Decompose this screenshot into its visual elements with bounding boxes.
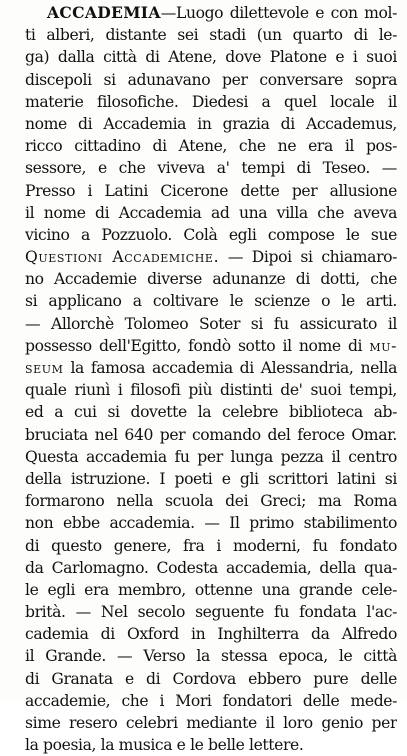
article-line: formarono nella scuola dei Greci; ma Roma <box>25 492 397 511</box>
article-line: — Allorchè Tolomeo Soter si fu assicurato il <box>25 314 397 333</box>
line-text: — Dipoi si chiamaro- <box>227 248 397 267</box>
heading-dash: — <box>160 4 176 22</box>
article-line: Presso i Latini Cicerone dette per allusione <box>25 181 397 200</box>
article-body <box>25 2 397 756</box>
article-line: la poesia, la musica e le belle lettere. <box>25 736 304 755</box>
article-heading: ACCADEMIA <box>47 3 161 22</box>
article-line: Questa accademia fu per lunga pezza il centro <box>25 447 397 466</box>
article-line: le egli era membro, ottenne una grande cele- <box>25 580 397 599</box>
article-line: no Accademie diverse adunanze di dotti, che <box>25 270 397 289</box>
article-line: materie filosofiche. Diedesi a quel locale il <box>25 92 397 111</box>
article-line <box>25 357 397 379</box>
article-line: nome di Accademia in grazia di Accademus, <box>25 114 397 133</box>
article-line: il nome di Accademia ad una villa che aveva <box>25 203 397 222</box>
questioni-title: Questioni Accademiche. <box>25 248 220 267</box>
article-line: il Grande. — Verso la stessa epoca, le città <box>25 647 397 666</box>
article-line: sessore, e che viveva a' tempi di Teseo. — <box>25 159 397 178</box>
museum-word-end: seum <box>25 359 64 377</box>
article-line: non ebbe accademia. — Il primo stabilimento <box>25 514 397 533</box>
museum-word: mu- <box>369 336 397 355</box>
article-line <box>25 2 397 24</box>
article-line: cademia di Oxford in Inghilterra da Alfredo <box>25 625 397 644</box>
article-line: brità. — Nel secolo seguente fu fondata l'ac- <box>25 603 397 622</box>
article-line: ti alberi, distante sei stadi (un quarto di le- <box>25 26 397 45</box>
article-line <box>25 246 397 268</box>
article-line: bruciata nel 640 per comando del feroce Omar. <box>25 425 397 444</box>
article-line: da Carlomagno. Codesta accademia, della qua- <box>25 558 397 577</box>
article-line: ga) dalla città di Atene, dove Platone e i suoi <box>25 48 397 67</box>
line-text: Luogo dilettevole e con mol- <box>176 4 397 22</box>
line-text: possesso dell'Egitto, fondò sotto il nome di <box>25 336 363 355</box>
article-line: si applicano a coltivare le scienze o le arti. <box>25 292 397 311</box>
article-line: discepoli si adunavano per conversare sopra <box>25 70 397 89</box>
line-text: la famosa accademia di Alessandria, nella <box>70 359 397 377</box>
article-line: quale riunì i filosofi più distinti de' suoi tempi, <box>25 381 397 400</box>
article-line: accademie, che i Mori fondatori delle mede- <box>25 691 397 710</box>
article-line: ricco cittadino di Atene, che ne era il pos- <box>25 137 397 156</box>
article-line: sime resero celebri mediante il loro genio per <box>25 714 397 732</box>
article-line: ed a cui si dovette la celebre biblioteca ab- <box>25 403 397 422</box>
article-line: della istruzione. I poeti e gli scrittori latini si <box>25 469 397 488</box>
article-line: di questo genere, fra i moderni, fu fondato <box>25 536 397 555</box>
article-line: di Granata e di Cordova ebbero pure delle <box>25 669 397 688</box>
article-line: vicino a Pozzuolo. Colà egli compose le sue <box>25 225 397 244</box>
article-line <box>25 335 397 357</box>
